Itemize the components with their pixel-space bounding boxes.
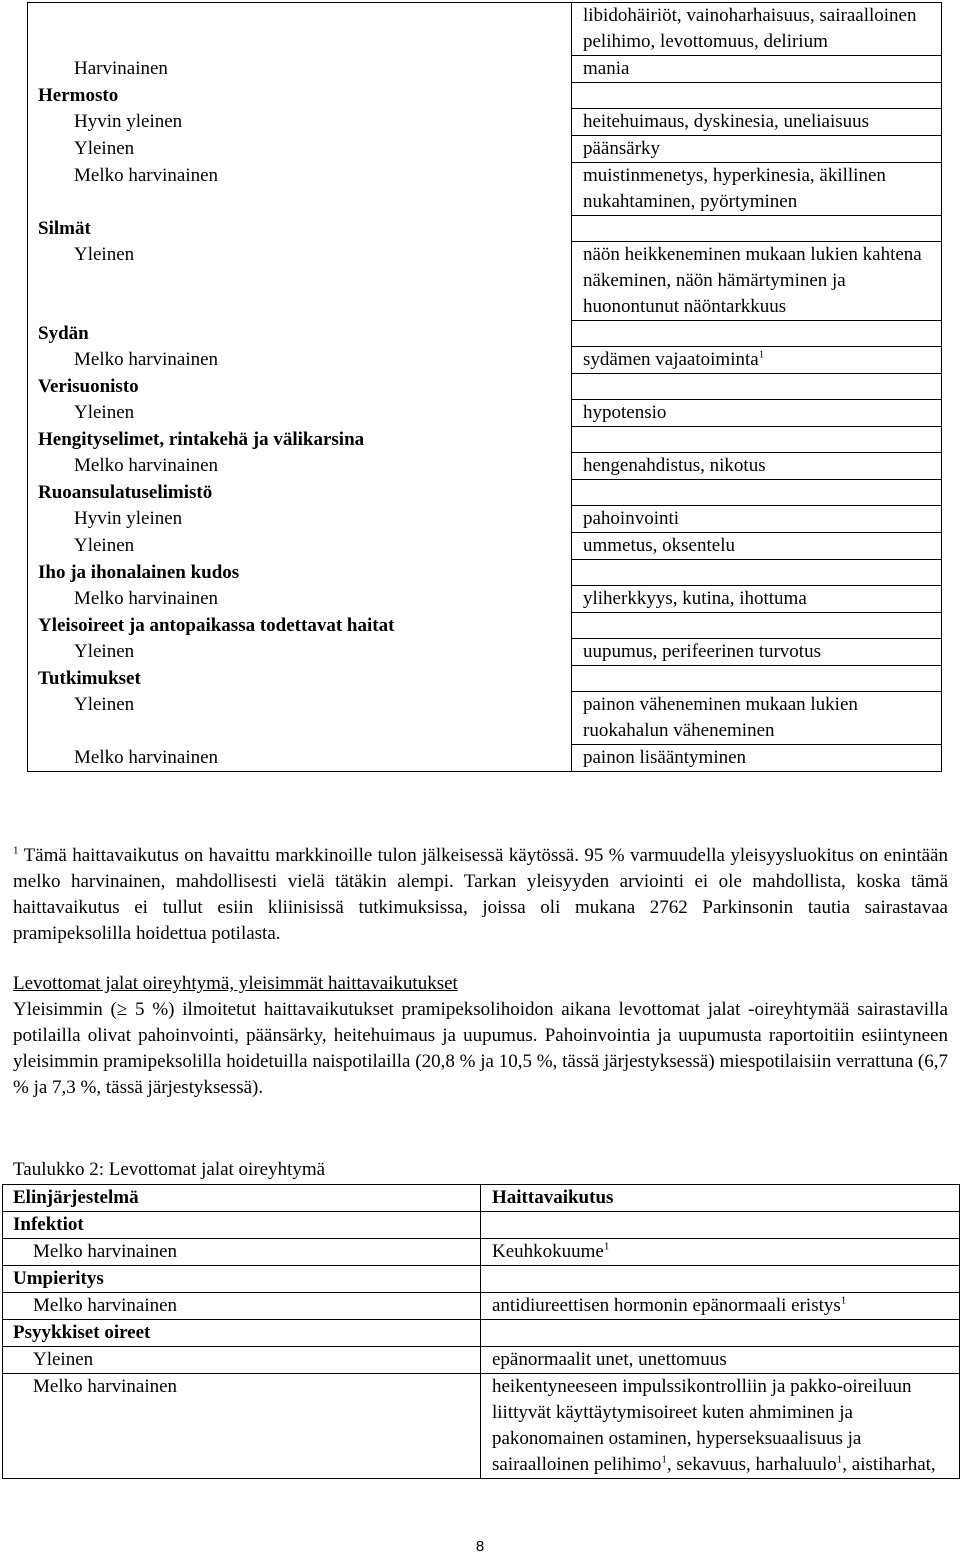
organ-system-cell: Umpieritys <box>3 1266 481 1293</box>
effect-text: antidiureettisen hormonin epänormaali eristys <box>492 1295 841 1316</box>
organ-system-cell: Infektiot <box>3 1212 481 1239</box>
frequency-cell: Melko harvinainen <box>28 163 572 216</box>
section-heading: Levottomat jalat oireyhtymä, yleisimmät haittavaikutukset <box>13 973 458 994</box>
adverse-effect-cell <box>572 3 942 56</box>
table-caption: Taulukko 2: Levottomat jalat oireyhtymä <box>13 1159 326 1180</box>
category-row <box>3 1212 960 1239</box>
table-row <box>3 1347 960 1374</box>
category-row <box>28 613 942 639</box>
frequency-cell: Harvinainen <box>28 56 572 83</box>
footnote-marker: 1 <box>13 844 19 857</box>
header-adverse-effect: Haittavaikutus <box>481 1185 960 1212</box>
adverse-effect-cell <box>572 533 942 560</box>
category-row <box>28 321 942 347</box>
rls-adverse-effects-table <box>2 1184 960 1479</box>
frequency-cell: Melko harvinainen <box>3 1293 481 1320</box>
table-header-row <box>3 1185 960 1212</box>
frequency-cell <box>28 3 572 56</box>
adverse-effect-cell <box>572 560 942 586</box>
table-row <box>28 692 942 745</box>
adverse-effect-cell <box>572 56 942 83</box>
footnote-text: Tämä haittavaikutus on havaittu markkinoille tulon jälkeisessä käytössä. 95 % varmuudella yleisyysluokitus on enintään melko harvinainen, mahdollisesti vielä tätäkin alempi. Tarkan yleisyyden arviointi ei ole mahdollista, koska tämä haittavaikutus ei tullut esiin kliinisissä tutkimuksissa, joissa oli mukana 2762 Parkinsonin tautia sairastavaa pramipeksolilla hoidettua potilasta. <box>13 845 948 944</box>
table-row <box>28 136 942 163</box>
category-row <box>28 560 942 586</box>
table-row <box>3 1374 960 1479</box>
adverse-effect-cell <box>481 1266 960 1293</box>
table-row <box>28 400 942 427</box>
adverse-effect-cell <box>572 666 942 692</box>
frequency-cell: Melko harvinainen <box>28 586 572 613</box>
frequency-cell: Melko harvinainen <box>28 453 572 480</box>
footnote-ref: 1 <box>758 348 765 361</box>
frequency-cell: Yleinen <box>28 692 572 745</box>
organ-system-cell: Verisuonisto <box>28 374 572 400</box>
adverse-effect-cell <box>481 1347 960 1374</box>
frequency-cell: Melko harvinainen <box>3 1374 481 1479</box>
frequency-cell: Melko harvinainen <box>3 1239 481 1266</box>
adverse-effect-cell <box>572 506 942 533</box>
table-row <box>28 347 942 374</box>
effect-text: painon lisääntyminen <box>583 747 747 768</box>
adverse-effect-cell <box>481 1293 960 1320</box>
effect-text: Keuhkokuume <box>492 1241 604 1262</box>
footnote-ref: 1 <box>840 1294 847 1307</box>
effect-text: mania <box>583 58 630 79</box>
adverse-effect-cell <box>481 1320 960 1347</box>
effect-text: heitehuimaus, dyskinesia, uneliaisuus <box>583 111 870 132</box>
effect-text: heikentyneeseen impulssikontrolliin ja pakko-oireiluun liittyvät käyttäytymisoireet kuten ahmiminen ja pakonomainen ostaminen, hyperseksuaalisuus ja sairaalloinen pelihimo <box>492 1376 912 1475</box>
effect-text: , sekavuus, harhaluulo <box>666 1454 837 1475</box>
adverse-effect-cell <box>572 136 942 163</box>
table-row <box>28 586 942 613</box>
adverse-effect-cell <box>572 83 942 109</box>
effect-text: yliherkkyys, kutina, ihottuma <box>583 588 807 609</box>
effect-text: pahoinvointi <box>583 508 680 529</box>
adverse-effect-cell <box>572 613 942 639</box>
category-row <box>28 427 942 453</box>
table-row <box>28 109 942 136</box>
organ-system-cell: Hengityselimet, rintakehä ja välikarsina <box>28 427 572 453</box>
frequency-cell: Hyvin yleinen <box>28 109 572 136</box>
frequency-cell: Yleinen <box>28 639 572 666</box>
organ-system-cell: Hermosto <box>28 83 572 109</box>
effect-text: näön heikkeneminen mukaan lukien kahtena näkeminen, näön hämärtyminen ja huonontunut näöntarkkuus <box>583 244 922 317</box>
adverse-effect-cell <box>572 109 942 136</box>
footnote-ref: 1 <box>603 1240 610 1253</box>
adverse-effect-cell <box>572 400 942 427</box>
frequency-cell: Yleinen <box>28 136 572 163</box>
header-organ-system: Elinjärjestelmä <box>3 1185 481 1212</box>
rls-section <box>13 971 948 1101</box>
adverse-effect-cell <box>572 427 942 453</box>
adverse-effect-cell <box>572 321 942 347</box>
category-row <box>28 480 942 506</box>
effect-text: muistinmenetys, hyperkinesia, äkillinen nukahtaminen, pyörtyminen <box>583 165 886 212</box>
footnote-ref: 1 <box>661 1453 667 1466</box>
organ-system-cell: Sydän <box>28 321 572 347</box>
category-row <box>3 1266 960 1293</box>
effect-text: epänormaalit unet, unettomuus <box>492 1349 727 1370</box>
table-row <box>28 506 942 533</box>
frequency-cell: Yleinen <box>3 1347 481 1374</box>
adverse-effect-cell <box>572 745 942 772</box>
frequency-cell: Melko harvinainen <box>28 347 572 374</box>
effect-text: ummetus, oksentelu <box>583 535 735 556</box>
organ-system-cell: Yleisoireet ja antopaikassa todettavat haitat <box>28 613 572 639</box>
adverse-effect-cell <box>481 1212 960 1239</box>
effect-text: hengenahdistus, nikotus <box>583 455 766 476</box>
section-paragraph: Yleisimmin (≥ 5 %) ilmoitetut haittavaikutukset pramipeksolihoidon aikana levottomat jalat -oireyhtymää sairastavilla potilailla olivat pahoinvointi, päänsärky, heitehuimaus ja uupumus. Pahoinvointia ja uupumusta raportoitiin esiintyneen yleisimmin pramipeksolilla hoidetuilla naispotilailla (20,8 % ja 10,5 %, tässä järjestyksessä) miespotilaisiin verrattuna (6,7 % ja 7,3 %, tässä järjestyksessä). <box>13 999 948 1098</box>
organ-system-cell: Iho ja ihonalainen kudos <box>28 560 572 586</box>
category-row <box>28 83 942 109</box>
adverse-effects-table <box>27 2 942 772</box>
table-row <box>28 56 942 83</box>
adverse-effect-cell <box>572 374 942 400</box>
category-row <box>28 666 942 692</box>
adverse-effect-cell <box>572 163 942 216</box>
footnote-ref: 1 <box>836 1453 843 1466</box>
organ-system-cell: Silmät <box>28 216 572 242</box>
effect-text: painon väheneminen mukaan lukien ruokahalun väheneminen <box>583 694 858 741</box>
effect-text: päänsärky <box>583 138 661 159</box>
effect-text: , aistiharhat, <box>842 1454 936 1475</box>
organ-system-cell: Tutkimukset <box>28 666 572 692</box>
frequency-cell: Yleinen <box>28 242 572 321</box>
effect-text: uupumus, perifeerinen turvotus <box>583 641 821 662</box>
table-row <box>28 745 942 772</box>
table-row <box>28 533 942 560</box>
adverse-effect-cell <box>572 453 942 480</box>
adverse-effect-cell <box>481 1239 960 1266</box>
adverse-effect-cell <box>481 1374 960 1479</box>
adverse-effect-cell <box>572 216 942 242</box>
adverse-effect-cell <box>572 586 942 613</box>
page-number: 8 <box>475 1538 485 1555</box>
table-row <box>28 3 942 56</box>
adverse-effect-cell <box>572 639 942 666</box>
category-row <box>28 374 942 400</box>
effect-text: hypotensio <box>583 402 667 423</box>
category-row <box>3 1320 960 1347</box>
adverse-effect-cell <box>572 242 942 321</box>
adverse-effect-cell <box>572 692 942 745</box>
organ-system-cell: Psyykkiset oireet <box>3 1320 481 1347</box>
adverse-effect-cell <box>572 480 942 506</box>
organ-system-cell: Ruoansulatuselimistö <box>28 480 572 506</box>
table-row <box>28 163 942 216</box>
table-row <box>3 1293 960 1320</box>
footnote <box>13 843 948 947</box>
frequency-cell: Yleinen <box>28 400 572 427</box>
frequency-cell: Hyvin yleinen <box>28 506 572 533</box>
table-row <box>3 1239 960 1266</box>
frequency-cell: Melko harvinainen <box>28 745 572 772</box>
table-row <box>28 242 942 321</box>
frequency-cell: Yleinen <box>28 533 572 560</box>
table-row <box>28 453 942 480</box>
effect-text: libidohäiriöt, vainoharhaisuus, sairaalloinen pelihimo, levottomuus, delirium <box>583 5 917 52</box>
effect-text: sydämen vajaatoiminta <box>583 349 759 370</box>
category-row <box>28 216 942 242</box>
adverse-effect-cell <box>572 347 942 374</box>
table-row <box>28 639 942 666</box>
